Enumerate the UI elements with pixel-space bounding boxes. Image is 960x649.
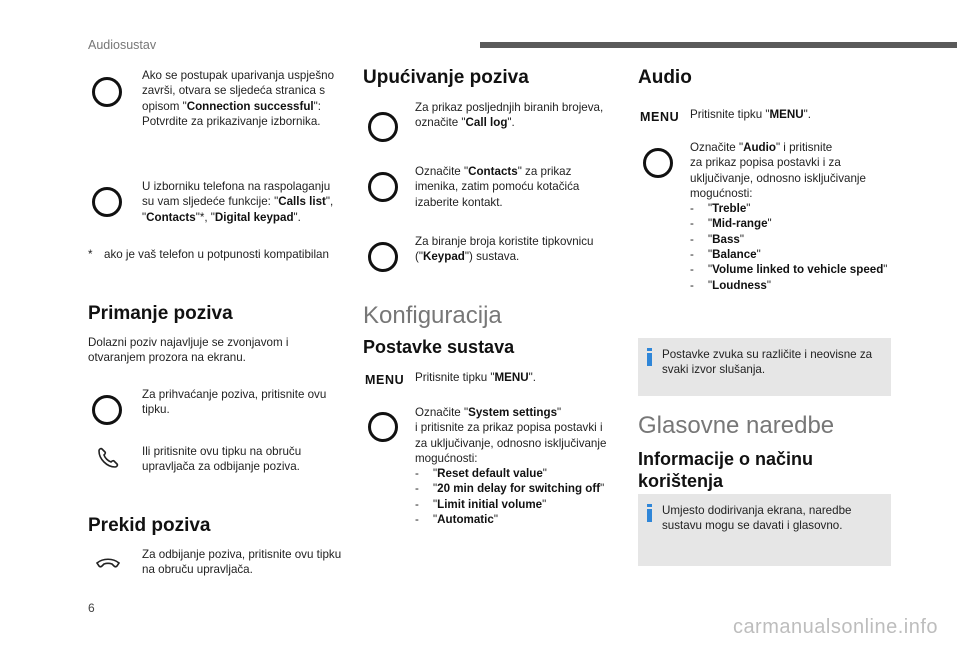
section-title-postavke: Postavke sustava (363, 337, 515, 357)
section-title-audio: Audio (638, 67, 692, 88)
list-item: - "Treble" (690, 201, 890, 216)
reject-call-text: Ili pritisnite ovu tipku na obruču upravljača za odbijanje poziva. (142, 445, 302, 474)
rotary-knob-icon (643, 148, 673, 178)
list-item: - "Bass" (690, 232, 890, 247)
rotary-knob-icon (92, 187, 122, 217)
page-number: 6 (88, 601, 95, 615)
list-item: - "Automatic" (415, 512, 615, 527)
list-item: - "20 min delay for switching off" (415, 481, 615, 496)
contacts-text: Označite "Contacts" za prikaz imenika, zatim pomoću kotačića izaberite kontakt. (415, 165, 580, 209)
end-call-text: Za odbijanje poziva, pritisnite ovu tipku na obruču upravljača. (142, 548, 342, 577)
list-item: - "Limit initial volume" (415, 497, 615, 512)
menu-button-icon: MENU (640, 110, 680, 124)
section-title-informacije: Informacije o načinu korištenja (638, 449, 814, 491)
header-title: Audiosustav (88, 38, 157, 52)
menu-button-icon: MENU (365, 373, 405, 387)
footnote-text: ako je vaš telefon u potpunosti kompatibilan (104, 248, 329, 261)
section-title-primanje: Primanje poziva (88, 303, 233, 324)
info-icon (647, 348, 652, 366)
audio-settings-text: Označite "Audio" i pritisnite za prikaz popisa postavki i za uključivanje, odnosno isključivanje mogućnosti: - "Treble" - "Mid-range" - "Bass" - "Balance" - "Volume linked to vehicle speed" - "Loudness" (690, 140, 890, 293)
section-title-glasovne: Glasovne naredbe (638, 412, 835, 439)
info-icon (647, 504, 652, 522)
phone-menu-functions-text: U izborniku telefona na raspolaganju su vam sljedeće funkcije: "Calls list", "Contacts"*, "Digital keypad". (142, 180, 334, 224)
list-item: - "Volume linked to vehicle speed" (690, 262, 890, 277)
list-item: - "Mid-range" (690, 216, 890, 231)
rotary-knob-icon (368, 242, 398, 272)
rotary-knob-icon (92, 77, 122, 107)
header-bar (480, 42, 957, 48)
rotary-knob-icon (368, 412, 398, 442)
info-note (638, 338, 891, 396)
phone-handset-icon (95, 445, 121, 471)
info-note-text: Umjesto dodirivanja ekrana, naredbe sustavu mogu se davati i glasovno. (662, 504, 852, 533)
section-title-prekid: Prekid poziva (88, 515, 211, 536)
call-log-text: Za prikaz posljednjih biranih brojeva, označite "Call log". (415, 101, 604, 130)
phone-hangup-icon (95, 550, 121, 576)
watermark: carmanualsonline.info (732, 616, 938, 638)
list-item: - "Loudness" (690, 278, 890, 293)
section-title-upucivanje: Upućivanje poziva (363, 67, 529, 88)
rotary-knob-icon (368, 112, 398, 142)
accept-call-text: Za prihvaćanje poziva, pritisnite ovu tipku. (142, 388, 327, 417)
system-settings-text: Označite "System settings" i pritisnite za prikaz popisa postavki i za uključivanje, odnosno isključivanje mogućnosti: - "Reset default value" - "20 min delay for switching off" - "Limit initial volume" - "Automatic" (415, 405, 615, 527)
list-item: - "Balance" (690, 247, 890, 262)
incoming-call-intro: Dolazni poziv najavljuje se zvonjavom i otvaranjem prozora na ekranu. (88, 336, 289, 365)
list-item: - "Reset default value" (415, 466, 615, 481)
press-menu-text: Pritisnite tipku "MENU". (690, 108, 811, 121)
info-note-text: Postavke zvuka su različite i neovisne za svaki izvor slušanja. (662, 348, 873, 377)
audio-options (690, 201, 890, 293)
keypad-text: Za biranje broja koristite tipkovnicu ("Keypad") sustava. (415, 235, 594, 264)
footnote-mark: * (88, 248, 93, 261)
system-settings-options (415, 466, 615, 527)
section-title-konfiguracija: Konfiguracija (363, 302, 502, 329)
pairing-success-text: Ako se postupak uparivanja uspješno završi, otvara se sljedeća stranica s opisom "Connection successful": Potvrdite za prikazivanje izbornika. (142, 69, 335, 128)
info-note (638, 494, 891, 566)
press-menu-text: Pritisnite tipku "MENU". (415, 371, 536, 384)
rotary-knob-icon (368, 172, 398, 202)
rotary-knob-icon (92, 395, 122, 425)
